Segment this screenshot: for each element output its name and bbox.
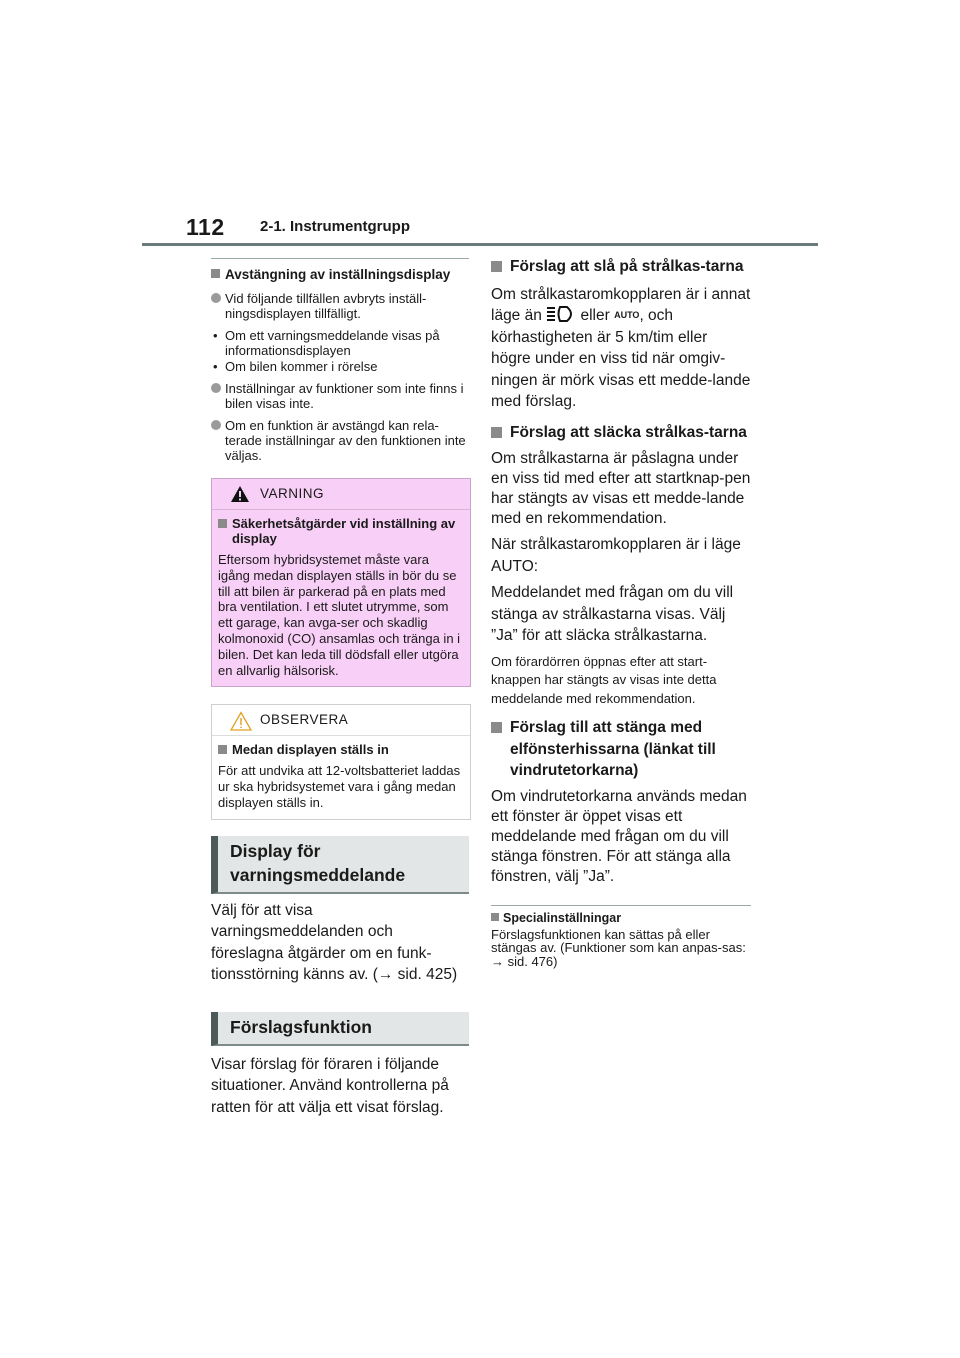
- square-bullet-icon: [491, 913, 499, 921]
- notice-box: [211, 704, 471, 819]
- special-settings-text: Förslagsfunktionen kan sättas på eller stängas av. (Funktioner som kan anpas-sas: → sid. 476): [491, 926, 746, 969]
- warning-box-header: [212, 479, 470, 510]
- section-rule: [211, 258, 469, 259]
- sub-list-item: • Om bilen kommer i rörelse: [211, 359, 469, 374]
- sub-list-item: • Om ett varningsmeddelande visas på informationsdisplayen: [211, 328, 469, 358]
- right-column: [491, 256, 751, 968]
- square-bullet-icon: [211, 269, 220, 278]
- circle-bullet-icon: [211, 383, 221, 393]
- notice-text: För att undvika att 12-voltsbatteriet laddas ur ska hybridsystemet vara i gång medan displayen ställs in.: [218, 763, 461, 810]
- square-bullet-icon: [218, 745, 227, 754]
- paragraph: Visar förslag för föraren i följande situationer. Använd kontrollerna på ratten för att välja ett visat förslag.: [211, 1055, 449, 1116]
- warning-label: VARNING: [260, 486, 325, 501]
- subheading-headlights-off: Förslag att släcka strålkas-tarna: [491, 422, 751, 444]
- page-number: 112: [186, 214, 225, 240]
- subheading-windows: Förslag till att stänga med elfönsterhissarna (länkat till vindrutetorkarna): [491, 717, 751, 782]
- caution-triangle-icon: [230, 711, 252, 731]
- warning-text: Eftersom hybridsystemet måste vara igång medan displayen ställs in bör du se till att bilen är parkerad på en plats med bra ventilation. I ett slutet utrymme, som ett garage, kan avga-ser och skadlig kolmonoxid (CO) ansamlas och tränga in i bilen. Det kan leda till dödsfall eller utgöra en allvarlig hälsorisk.: [218, 552, 461, 678]
- paragraph: Om strålkastaromkopplaren är i annat läge än eller AUTO, och körhastigheten är 5 km/tim eller högre under en viss tid när omgiv-ningen är mörk visas ett medde-lande med förslag.: [491, 285, 751, 410]
- chapter-title: 2-1. Instrumentgrupp: [260, 218, 411, 235]
- sub-list: [211, 328, 469, 374]
- notice-subheading: Medan displayen ställs in: [218, 742, 464, 757]
- warning-box: [211, 478, 471, 687]
- section-heading-warning-display: Display för varningsmeddelande: [211, 836, 469, 894]
- subheading-display-off: Avstängning av inställningsdisplay: [211, 267, 469, 282]
- notice-label: OBSERVERA: [260, 712, 349, 728]
- paragraph: Välj för att visa varningsmeddelanden och föreslagna åtgärder om en funk-tionsstörning känns av. (→ sid. 425): [211, 901, 458, 984]
- circle-bullet-icon: [211, 420, 221, 430]
- square-bullet-icon: [491, 427, 502, 438]
- circle-bullet-icon: [211, 293, 221, 303]
- paragraph: Meddelandet med frågan om du vill stänga av strålkastarna visas. Välj ”Ja” för att släcka strålkastarna.: [491, 584, 734, 644]
- square-bullet-icon: [491, 722, 502, 733]
- small-note: Om förardörren öppnas efter att start-knappen har stängts av visas inte detta meddelande med rekommendation.: [491, 653, 717, 706]
- headlight-icon: [546, 305, 576, 323]
- subheading-headlights-on: Förslag att slå på strålkas-tarna: [491, 256, 751, 278]
- list-item: Inställningar av funktioner som inte finns i bilen visas inte.: [211, 381, 469, 411]
- warning-triangle-icon: [230, 485, 250, 503]
- paragraph: Om strålkastarna är påslagna under en viss tid med efter att startknap-pen har stängts av visas ett medde-lande med en rekommendation.: [491, 450, 751, 527]
- section-rule: [491, 905, 751, 906]
- left-column: [211, 258, 469, 1118]
- auto-symbol: AUTO: [614, 310, 640, 320]
- square-bullet-icon: [218, 519, 227, 528]
- list-item: Vid följande tillfällen avbryts inställ-ningsdisplayen tillfälligt.: [211, 291, 469, 321]
- paragraph: Om vindrutetorkarna används medan ett fönster är öppet visas ett meddelande med frågan om du vill stänga fönstren. För att stänga alla fönstren, välj ”Ja”.: [491, 787, 747, 885]
- paragraph: När strålkastaromkopplaren är i läge AUTO:: [491, 536, 741, 575]
- special-settings-heading: Specialinställningar: [491, 911, 751, 926]
- header-rule: [142, 243, 818, 246]
- section-heading-suggestion: Förslagsfunktion: [211, 1012, 469, 1046]
- square-bullet-icon: [491, 261, 502, 272]
- notice-box-header: [212, 705, 470, 736]
- list-item: Om en funktion är avstängd kan rela-terade inställningar av den funktionen inte väljas.: [211, 418, 469, 463]
- warning-subheading: Säkerhetsåtgärder vid inställning av display: [218, 516, 464, 546]
